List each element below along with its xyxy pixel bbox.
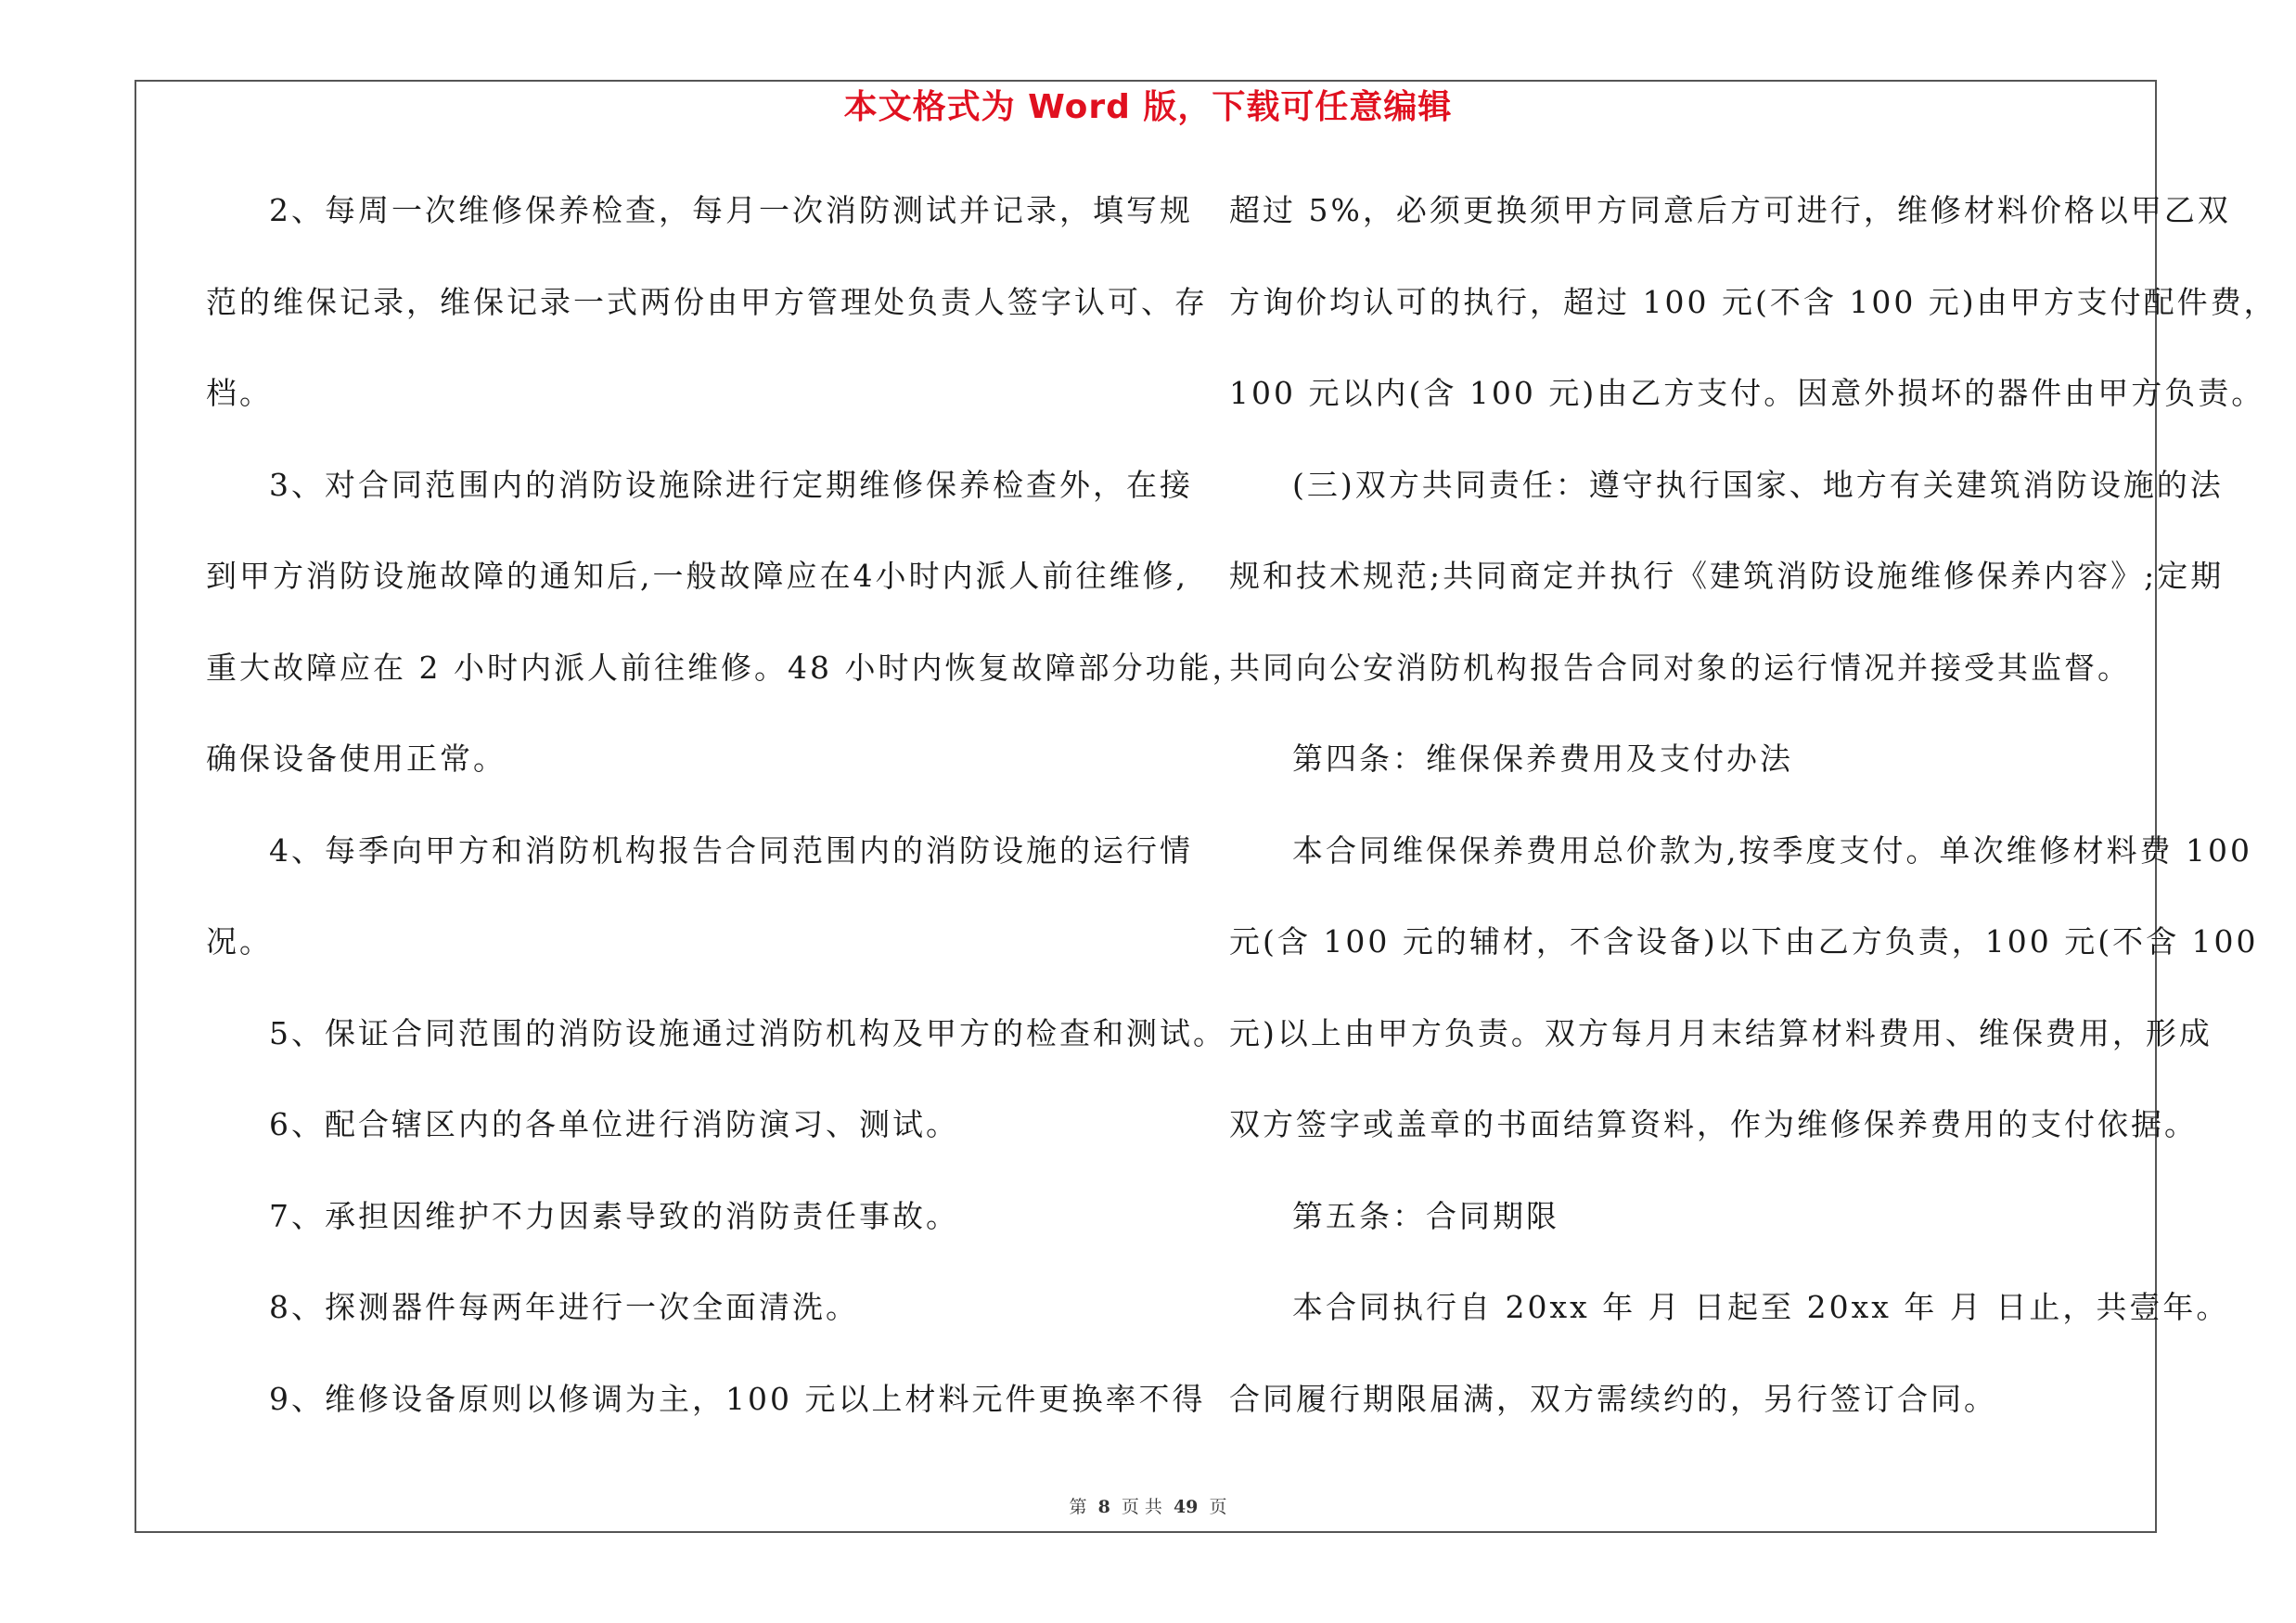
right-text-column bbox=[1229, 182, 2277, 1462]
text-line: 7、承担因维护不力因素导致的消防责任事故。 bbox=[269, 1197, 959, 1234]
text-line: 元(含 100 元的辅材，不含设备)以下由乙方负责，100 元(不含 100 bbox=[1229, 923, 2259, 960]
text-line: 2、每周一次维修保养检查，每月一次消防测试并记录，填写规 bbox=[269, 192, 1193, 228]
left-text-column bbox=[206, 182, 1246, 1462]
text-line: 6、配合辖区内的各单位进行消防演习、测试。 bbox=[269, 1106, 959, 1142]
text-line: 重大故障应在 2 小时内派人前往维修。48 小时内恢复故障部分功能， bbox=[206, 649, 1246, 686]
text-line: 3、对合同范围内的消防设施除进行定期维修保养检查外，在接 bbox=[269, 466, 1193, 503]
text-line: 超过 5%，必须更换须甲方同意后方可进行，维修材料价格以甲乙双 bbox=[1229, 192, 2231, 228]
text-line: 第五条：合同期限 bbox=[1292, 1197, 1559, 1234]
text-line: 范的维保记录，维保记录一式两份由甲方管理处负责人签字认可、存 bbox=[206, 283, 1208, 320]
text-line: 本合同执行自 20xx 年 月 日起至 20xx 年 月 日止，共壹年。 bbox=[1292, 1289, 2230, 1325]
text-line: 档。 bbox=[206, 375, 273, 411]
footer-prefix: 第 bbox=[1069, 1497, 1087, 1517]
word-format-banner: 本文格式为 Word 版，下载可任意编辑 bbox=[843, 88, 1453, 126]
current-page-number: 8 bbox=[1097, 1497, 1110, 1517]
text-line: 100 元以内(含 100 元)由乙方支付。因意外损坏的器件由甲方负责。 bbox=[1229, 375, 2265, 411]
text-line: 第四条：维保保养费用及支付办法 bbox=[1292, 741, 1793, 777]
text-line: 到甲方消防设施故障的通知后,一般故障应在4小时内派人前往维修, bbox=[206, 558, 1188, 594]
footer-suffix: 页 bbox=[1209, 1497, 1227, 1517]
text-line: 双方签字或盖章的书面结算资料，作为维修保养费用的支付依据。 bbox=[1229, 1106, 2198, 1142]
text-line: 本合同维保保养费用总价款为,按季度支付。单次维修材料费 100 bbox=[1292, 831, 2252, 869]
text-line: 共同向公安消防机构报告合同对象的运行情况并接受其监督。 bbox=[1229, 649, 2131, 686]
text-line: 9、维修设备原则以修调为主，100 元以上材料元件更换率不得 bbox=[269, 1380, 1206, 1417]
text-line: 方询价均认可的执行，超过 100 元(不含 100 元)由甲方支付配件费， bbox=[1229, 283, 2277, 320]
footer-middle: 页 共 bbox=[1121, 1497, 1162, 1517]
total-pages-number: 49 bbox=[1173, 1497, 1199, 1517]
text-line: 况。 bbox=[206, 923, 273, 960]
text-line: 确保设备使用正常。 bbox=[206, 741, 507, 777]
text-line: 5、保证合同范围的消防设施通过消防机构及甲方的检查和测试。 bbox=[269, 1014, 1226, 1051]
text-line: 合同履行期限届满，双方需续约的，另行签订合同。 bbox=[1229, 1380, 1997, 1417]
text-line: (三)双方共同责任：遵守执行国家、地方有关建筑消防设施的法 bbox=[1292, 466, 2224, 503]
text-line: 4、每季向甲方和消防机构报告合同范围内的消防设施的运行情 bbox=[269, 831, 1193, 869]
text-line: 规和技术规范;共同商定并执行《建筑消防设施维修保养内容》;定期 bbox=[1229, 558, 2225, 594]
page-footer bbox=[0, 1493, 2296, 1518]
text-line: 8、探测器件每两年进行一次全面清洗。 bbox=[269, 1289, 859, 1325]
text-line: 元)以上由甲方负责。双方每月月末结算材料费用、维保费用，形成 bbox=[1229, 1014, 2213, 1051]
